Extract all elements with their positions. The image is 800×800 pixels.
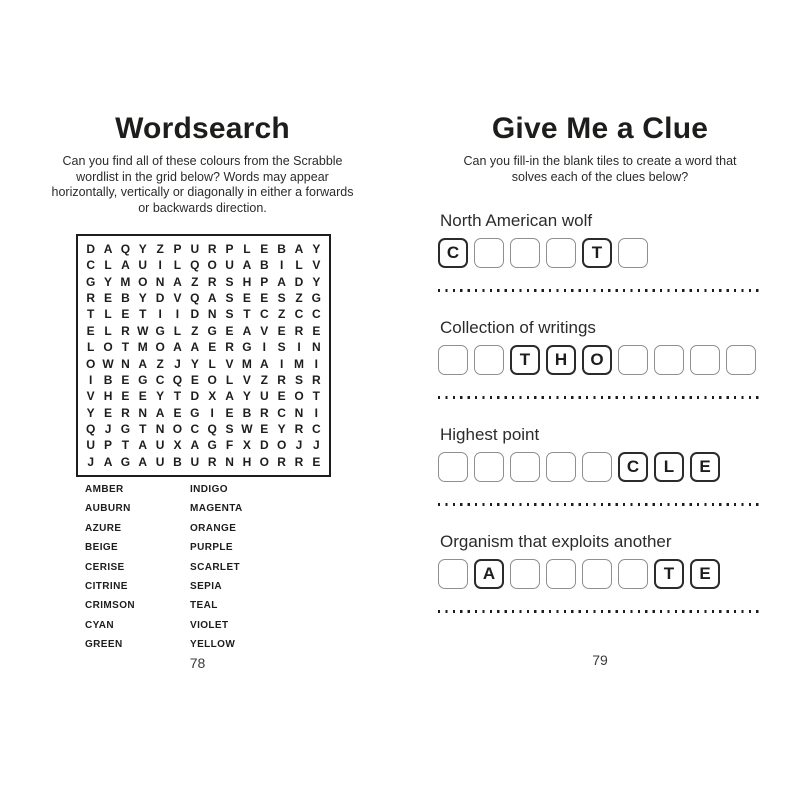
grid-letter: L: [225, 372, 234, 387]
grid-letter: I: [314, 405, 319, 420]
grid-letter: A: [173, 340, 182, 355]
grid-letter: U: [155, 438, 165, 453]
grid-letter: G: [207, 323, 217, 338]
grid-letter: G: [242, 340, 252, 355]
grid-letter: V: [86, 389, 95, 404]
grid-row: [82, 388, 325, 404]
blank-tile[interactable]: [618, 238, 648, 268]
grid-letter: A: [190, 438, 200, 453]
letter-tile: T: [582, 238, 612, 268]
grid-letter: J: [104, 421, 112, 436]
grid-letter: Z: [260, 372, 268, 387]
grid-row: [82, 437, 325, 453]
grid-letter: L: [87, 340, 95, 355]
word-list-item: GREEN: [85, 639, 123, 651]
grid-letter: B: [103, 372, 113, 387]
grid-letter: M: [137, 340, 148, 355]
grid-letter: T: [243, 307, 251, 322]
blank-tile[interactable]: [474, 345, 504, 375]
grid-letter: N: [121, 356, 130, 371]
grid-letter: G: [138, 372, 148, 387]
grid-letter: C: [277, 405, 286, 420]
grid-row: [82, 421, 325, 437]
grid-letter: C: [259, 307, 269, 322]
tile-row: [438, 345, 762, 375]
grid-letter: J: [295, 438, 303, 453]
dotted-separator: [438, 610, 762, 613]
grid-letter: U: [138, 258, 148, 273]
grid-letter: J: [174, 356, 181, 371]
grid-letter: I: [210, 405, 214, 420]
letter-tile: O: [582, 345, 612, 375]
grid-letter: V: [312, 258, 321, 273]
grid-letter: S: [225, 274, 234, 289]
grid-letter: A: [277, 274, 286, 289]
blank-tile[interactable]: [510, 452, 540, 482]
grid-letter: H: [242, 454, 252, 469]
grid-letter: O: [86, 356, 96, 371]
grid-letter: A: [138, 356, 148, 371]
grid-letter: V: [260, 323, 269, 338]
grid-letter: Y: [312, 274, 321, 289]
grid-letter: O: [103, 340, 113, 355]
grid-letter: Y: [190, 356, 199, 371]
grid-letter: V: [173, 291, 182, 306]
grid-letter: E: [260, 421, 269, 436]
letter-tile: C: [618, 452, 648, 482]
grid-letter: U: [155, 454, 165, 469]
grid-letter: C: [86, 258, 96, 273]
grid-letter: L: [173, 258, 182, 273]
tile-row: [438, 452, 762, 482]
grid-letter: D: [190, 307, 200, 322]
grid-letter: G: [207, 438, 217, 453]
word-list-item: MAGENTA: [190, 503, 243, 515]
grid-letter: Y: [242, 389, 251, 404]
grid-letter: S: [225, 421, 234, 436]
grid-letter: A: [242, 258, 252, 273]
grid-letter: O: [172, 421, 183, 436]
word-list-column-1: [85, 480, 190, 655]
grid-letter: O: [155, 340, 165, 355]
word-list-item: PURPLE: [190, 542, 233, 554]
grid-letter: A: [190, 340, 200, 355]
grid-letter: L: [208, 356, 216, 371]
grid-letter: X: [242, 438, 251, 453]
grid-letter: W: [137, 323, 149, 338]
grid-row: [82, 356, 325, 372]
grid-row: [82, 405, 325, 421]
grid-letter: N: [155, 274, 165, 289]
grid-letter: W: [102, 356, 114, 371]
grid-row: [82, 323, 325, 339]
page-number: 78: [189, 655, 206, 671]
page-number: 79: [592, 652, 608, 668]
grid-letter: L: [104, 323, 112, 338]
grid-letter: Y: [86, 405, 95, 420]
grid-letter: C: [155, 372, 165, 387]
grid-letter: A: [173, 274, 182, 289]
grid-letter: Z: [191, 323, 199, 338]
grid-letter: E: [208, 340, 217, 355]
grid-letter: G: [120, 454, 131, 469]
clue-text: Organism that exploits another: [440, 532, 672, 551]
grid-letter: N: [155, 421, 165, 436]
clue-block: [438, 424, 762, 482]
grid-letter: R: [121, 405, 130, 420]
grid-row: [82, 454, 325, 470]
blank-tile[interactable]: [546, 559, 576, 589]
grid-row: [82, 241, 325, 257]
grid-letter: N: [138, 405, 148, 420]
grid-letter: H: [103, 389, 113, 404]
grid-letter: U: [190, 454, 200, 469]
grid-letter: H: [242, 274, 252, 289]
grid-letter: X: [173, 438, 182, 453]
grid-letter: U: [225, 258, 234, 273]
blank-tile[interactable]: [438, 559, 468, 589]
grid-letter: L: [173, 323, 182, 338]
blank-tile[interactable]: [618, 345, 648, 375]
word-list: [85, 480, 310, 655]
grid-letter: Q: [207, 421, 217, 436]
grid-letter: R: [277, 454, 286, 469]
grid-letter: R: [121, 323, 130, 338]
grid-letter: E: [277, 323, 286, 338]
grid-letter: I: [297, 340, 301, 355]
grid-letter: E: [173, 405, 182, 420]
blank-tile[interactable]: [546, 452, 576, 482]
puzzle-instructions: Can you find all of these colours from the Scrabble wordlist in the grid below? Words may appear horizontally, vertically or diagonally in either a forwards or backwards direction.: [51, 154, 354, 215]
grid-letter: U: [86, 438, 96, 453]
grid-letter: A: [294, 242, 304, 256]
tile-row: [438, 238, 762, 268]
grid-letter: P: [173, 242, 182, 256]
grid-letter: J: [313, 438, 320, 453]
grid-letter: Z: [191, 274, 199, 289]
grid-letter: U: [259, 389, 269, 404]
grid-letter: B: [259, 258, 269, 273]
grid-letter: E: [190, 372, 199, 387]
blank-tile[interactable]: [438, 345, 468, 375]
grid-letter: B: [277, 242, 286, 256]
clue-text: Collection of writings: [440, 318, 596, 337]
clue-block: [438, 317, 762, 375]
grid-letter: N: [294, 405, 304, 420]
grid-letter: Q: [190, 258, 200, 273]
grid-letter: I: [175, 307, 180, 322]
grid-letter: O: [207, 258, 217, 273]
blank-tile[interactable]: [582, 452, 612, 482]
grid-letter: D: [190, 389, 200, 404]
grid-letter: N: [225, 454, 234, 469]
word-list-item: CITRINE: [85, 581, 128, 593]
grid-row: [82, 257, 325, 273]
grid-letter: R: [207, 242, 217, 256]
grid-letter: T: [121, 438, 130, 453]
grid-letter: E: [104, 405, 113, 420]
wordsearch-page: [40, 0, 365, 800]
grid-letter: Q: [86, 421, 96, 436]
grid-letter: D: [259, 438, 269, 453]
blank-tile[interactable]: [726, 345, 756, 375]
grid-letter: I: [279, 356, 284, 371]
letter-tile: E: [690, 559, 720, 589]
grid-letter: M: [241, 356, 252, 371]
grid-row: [82, 274, 325, 290]
grid-letter: A: [138, 454, 148, 469]
grid-letter: Z: [156, 242, 164, 256]
grid-letter: V: [225, 356, 234, 371]
grid-letter: D: [294, 274, 304, 289]
grid-letter: L: [104, 258, 112, 273]
grid-letter: Y: [277, 421, 286, 436]
grid-letter: E: [121, 307, 130, 322]
blank-tile[interactable]: [510, 559, 540, 589]
grid-letter: C: [294, 307, 304, 322]
grid-row: [82, 372, 325, 388]
grid-letter: Z: [295, 291, 303, 306]
grid-letter: T: [139, 307, 147, 322]
grid-letter: A: [155, 405, 165, 420]
grid-letter: S: [277, 340, 286, 355]
word-list-item: CRIMSON: [85, 600, 136, 612]
grid-letter: E: [86, 323, 95, 338]
grid-letter: T: [121, 340, 130, 355]
tile-row: [438, 559, 762, 589]
grid-letter: C: [312, 421, 321, 436]
grid-letter: R: [86, 291, 96, 306]
grid-letter: D: [86, 242, 96, 256]
grid-letter: U: [190, 242, 200, 256]
grid-letter: S: [277, 291, 286, 306]
grid-letter: F: [225, 438, 234, 453]
grid-letter: E: [312, 323, 321, 338]
grid-letter: J: [87, 454, 95, 469]
grid-letter: I: [158, 307, 162, 322]
grid-letter: R: [294, 421, 304, 436]
grid-letter: V: [242, 372, 251, 387]
grid-letter: E: [312, 454, 321, 469]
grid-letter: R: [225, 340, 234, 355]
grid-letter: B: [242, 405, 252, 420]
grid-letter: A: [121, 258, 130, 273]
dotted-separator: [438, 289, 762, 292]
grid-letter: G: [155, 323, 165, 338]
grid-letter: Y: [312, 242, 321, 256]
wordsearch-grid: [76, 234, 331, 477]
grid-letter: P: [225, 242, 234, 256]
word-list-item: SCARLET: [190, 561, 241, 573]
grid-letter: L: [104, 307, 112, 322]
page-title: Wordsearch: [115, 112, 290, 145]
grid-letter: R: [294, 323, 304, 338]
grid-letter: Q: [120, 242, 131, 256]
grid-letter: A: [103, 454, 113, 469]
grid-letter: R: [277, 372, 286, 387]
grid-row: [82, 290, 325, 306]
grid-letter: A: [242, 323, 252, 338]
word-list-item: ORANGE: [190, 522, 237, 534]
word-list-item: CERISE: [85, 561, 125, 573]
grid-letter: T: [312, 389, 321, 404]
grid-letter: N: [312, 340, 321, 355]
grid-letter: S: [294, 372, 303, 387]
grid-letter: T: [173, 389, 182, 404]
page-title: Give Me a Clue: [491, 112, 709, 145]
grid-letter: O: [294, 389, 304, 404]
clue-text: North American wolf: [440, 211, 593, 230]
grid-letter: R: [312, 372, 321, 387]
grid-letter: I: [279, 258, 284, 273]
grid-letter: C: [312, 307, 321, 322]
grid-letter: M: [120, 274, 131, 289]
grid-letter: Z: [277, 307, 286, 322]
grid-letter: Y: [104, 274, 113, 289]
letter-tile: H: [546, 345, 576, 375]
letter-tile: L: [654, 452, 684, 482]
grid-letter: I: [158, 258, 162, 273]
grid-letter: E: [104, 291, 113, 306]
grid-letter: R: [294, 454, 304, 469]
word-list-item: AMBER: [85, 484, 124, 495]
clue-block: [438, 531, 762, 589]
grid-letter: X: [208, 389, 217, 404]
grid-letter: D: [155, 291, 165, 306]
blank-tile[interactable]: [582, 559, 612, 589]
grid-letter: G: [86, 274, 96, 289]
word-list-item: SEPIA: [190, 581, 223, 593]
grid-letter: C: [190, 421, 200, 436]
grid-letter: I: [314, 356, 319, 371]
word-list-item: INDIGO: [190, 484, 228, 495]
grid-letter: E: [121, 389, 130, 404]
letter-tile: C: [438, 238, 468, 268]
grid-row: [82, 306, 325, 322]
grid-letter: Z: [156, 356, 164, 371]
blank-tile[interactable]: [690, 345, 720, 375]
blank-tile[interactable]: [546, 238, 576, 268]
grid-letter: I: [89, 372, 93, 387]
puzzle-instructions: Can you fill-in the blank tiles to create a word that solves each of the clues below?: [463, 154, 737, 184]
grid-letter: E: [121, 372, 130, 387]
grid-letter: T: [87, 307, 95, 322]
grid-letter: B: [173, 454, 182, 469]
grid-letter: Y: [138, 242, 147, 256]
grid-letter: O: [259, 454, 269, 469]
grid-letter: O: [138, 274, 148, 289]
blank-tile[interactable]: [510, 238, 540, 268]
grid-letter: E: [225, 323, 234, 338]
grid-letter: G: [190, 405, 200, 420]
grid-letter: P: [260, 274, 269, 289]
grid-letter: P: [104, 438, 113, 453]
grid-letter: E: [260, 242, 269, 256]
letter-tile: T: [654, 559, 684, 589]
word-list-item: BEIGE: [85, 542, 119, 554]
grid-letter: E: [260, 291, 269, 306]
clue-block: [438, 210, 762, 268]
grid-letter: S: [225, 307, 234, 322]
word-list-item: AZURE: [85, 522, 122, 534]
grid-letter: E: [277, 389, 286, 404]
grid-letter: A: [138, 438, 148, 453]
blank-tile[interactable]: [654, 345, 684, 375]
word-list-item: CYAN: [85, 619, 115, 631]
blank-tile[interactable]: [438, 452, 468, 482]
dotted-separator: [438, 396, 762, 399]
blank-tile[interactable]: [474, 452, 504, 482]
grid-letter: G: [311, 291, 322, 306]
letter-tile: T: [510, 345, 540, 375]
letter-tile: A: [474, 559, 504, 589]
grid-letter: B: [121, 291, 130, 306]
grid-letter: S: [225, 291, 234, 306]
grid-letter: M: [293, 356, 304, 371]
dotted-separator: [438, 503, 762, 506]
word-list-item: YELLOW: [190, 639, 236, 651]
grid-letter: E: [138, 389, 147, 404]
grid-letter: T: [139, 421, 147, 436]
blank-tile[interactable]: [618, 559, 648, 589]
grid-letter: N: [207, 307, 217, 322]
grid-letter: O: [276, 438, 287, 453]
grid-letter: A: [103, 242, 113, 256]
word-list-item: AUBURN: [85, 503, 131, 515]
grid-letter: E: [225, 405, 234, 420]
grid-letter: I: [262, 340, 266, 355]
grid-row: [82, 339, 325, 355]
grid-letter: Q: [172, 372, 183, 387]
grid-letter: O: [207, 372, 217, 387]
grid-letter: E: [242, 291, 251, 306]
grid-letter: A: [225, 389, 234, 404]
grid-letter: L: [295, 258, 303, 273]
blank-tile[interactable]: [474, 238, 504, 268]
word-list-column-2: [190, 480, 310, 655]
grid-letter: R: [207, 274, 217, 289]
grid-letter: Y: [138, 291, 147, 306]
grid-letter: Q: [190, 291, 200, 306]
grid-letter: A: [207, 291, 217, 306]
grid-letter: R: [259, 405, 269, 420]
give-me-a-clue-page: [438, 0, 762, 800]
word-list-item: TEAL: [190, 600, 218, 612]
grid-letter: L: [243, 242, 251, 256]
grid-letter: A: [259, 356, 269, 371]
word-list-item: VIOLET: [190, 619, 229, 631]
grid-letter: Y: [156, 389, 165, 404]
grid-letter: W: [241, 421, 253, 436]
letter-tile: E: [690, 452, 720, 482]
grid-letter: G: [120, 421, 131, 436]
grid-letter: R: [207, 454, 217, 469]
clue-text: Highest point: [440, 425, 540, 444]
